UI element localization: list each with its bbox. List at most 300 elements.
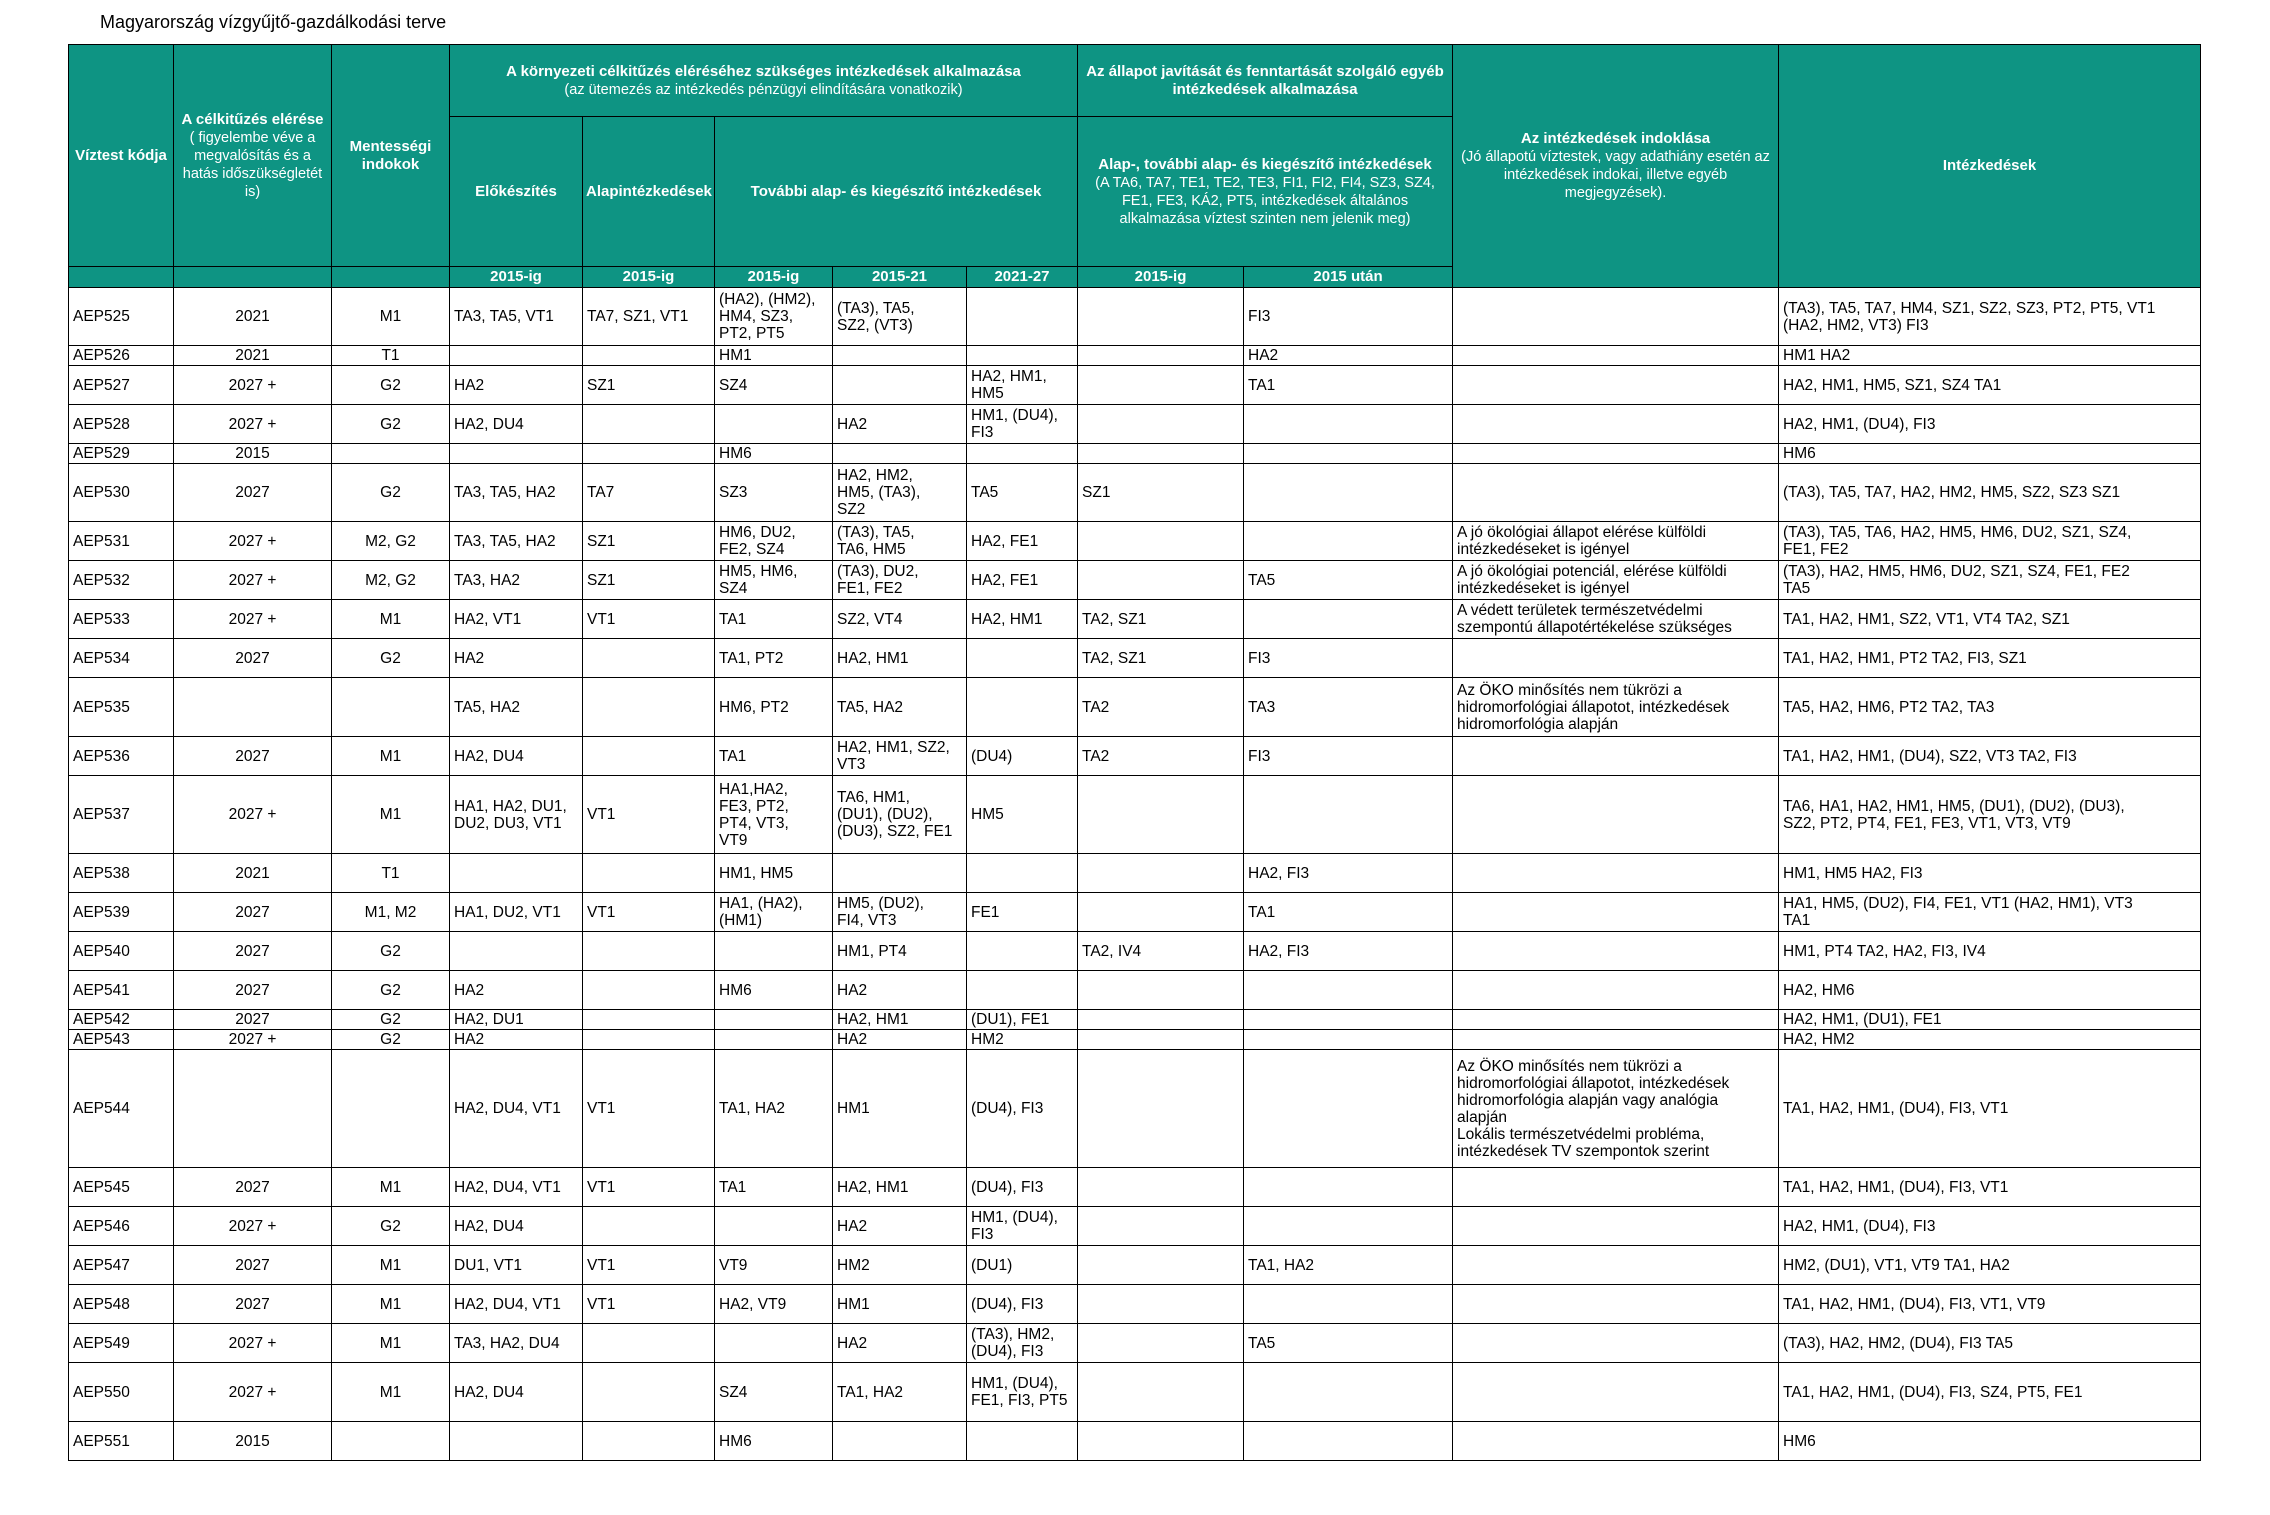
cell-code: AEP533 — [69, 600, 174, 639]
table-row — [69, 1207, 2201, 1246]
cell-further-2015-21: TA1, HA2 — [833, 1363, 967, 1422]
cell-other-2015: TA2, SZ1 — [1078, 639, 1244, 678]
cell-prep: HA2, DU4 — [450, 737, 583, 776]
cell-justification — [1453, 405, 1779, 444]
cell-measures: TA1, HA2, HM1, PT2 TA2, FI3, SZ1 — [1779, 639, 2201, 678]
other-measures-group-header: Az állapot javítását és fenntartását szolgáló egyéb intézkedések alkalmazása — [1078, 45, 1453, 117]
cell-further-2015-21: HA2, HM1 — [833, 1010, 967, 1030]
cell-code: AEP534 — [69, 639, 174, 678]
cell-target: 2027 + — [174, 522, 332, 561]
cell-justification — [1453, 639, 1779, 678]
cell-target: 2027 — [174, 971, 332, 1010]
cell-basic: TA7, SZ1, VT1 — [583, 288, 715, 346]
col-target-header — [174, 45, 332, 267]
cell-justification — [1453, 776, 1779, 854]
table-row — [69, 366, 2201, 405]
cell-further-2021-27 — [967, 346, 1078, 366]
cell-basic: VT1 — [583, 893, 715, 932]
cell-code: AEP546 — [69, 1207, 174, 1246]
cell-target: 2027 — [174, 464, 332, 522]
cell-basic — [583, 737, 715, 776]
cell-basic: TA7 — [583, 464, 715, 522]
cell-measures: TA1, HA2, HM1, (DU4), FI3, VT1 — [1779, 1050, 2201, 1168]
cell-further-2015-21: HA2 — [833, 1207, 967, 1246]
cell-justification — [1453, 971, 1779, 1010]
cell-target: 2027 + — [174, 366, 332, 405]
cell-further-2015-21: (TA3), TA5, SZ2, (VT3) — [833, 288, 967, 346]
cell-target: 2027 — [174, 1168, 332, 1207]
cell-further-2015-21: (TA3), DU2, FE1, FE2 — [833, 561, 967, 600]
cell-further-2015-21 — [833, 444, 967, 464]
cell-code: AEP540 — [69, 932, 174, 971]
cell-exemption: M1 — [332, 1285, 450, 1324]
cell-other-after-2015 — [1244, 444, 1453, 464]
cell-other-after-2015: TA5 — [1244, 561, 1453, 600]
col-basic-header: Alapintézkedések — [583, 117, 715, 267]
cell-target — [174, 1050, 332, 1168]
cell-further-2015: HM6 — [715, 444, 833, 464]
table-row — [69, 600, 2201, 639]
cell-further-2015 — [715, 1010, 833, 1030]
cell-exemption: G2 — [332, 971, 450, 1010]
table-row — [69, 346, 2201, 366]
cell-further-2015-21: HM1 — [833, 1050, 967, 1168]
cell-justification — [1453, 1422, 1779, 1461]
cell-justification — [1453, 737, 1779, 776]
cell-other-2015 — [1078, 346, 1244, 366]
cell-further-2021-27 — [967, 444, 1078, 464]
cell-basic — [583, 1207, 715, 1246]
cell-exemption — [332, 444, 450, 464]
cell-justification: A jó ökológiai állapot elérése külföldi intézkedéseket is igényel — [1453, 522, 1779, 561]
table-row — [69, 854, 2201, 893]
cell-further-2021-27: HA2, FE1 — [967, 522, 1078, 561]
other-sub-title: Alap-, további alap- és kiegészítő intézkedések — [1098, 155, 1432, 173]
cell-prep: HA2, DU4, VT1 — [450, 1285, 583, 1324]
cell-basic — [583, 1030, 715, 1050]
cell-further-2021-27: (DU4), FI3 — [967, 1168, 1078, 1207]
cell-prep: HA2 — [450, 639, 583, 678]
cell-further-2021-27: HM5 — [967, 776, 1078, 854]
cell-other-after-2015: HA2, FI3 — [1244, 932, 1453, 971]
cell-prep — [450, 1422, 583, 1461]
col-measures-header: Intézkedések — [1779, 45, 2201, 288]
cell-exemption: G2 — [332, 1010, 450, 1030]
cell-justification — [1453, 1246, 1779, 1285]
cell-justification — [1453, 288, 1779, 346]
cell-other-after-2015 — [1244, 1050, 1453, 1168]
cell-code: AEP548 — [69, 1285, 174, 1324]
cell-other-after-2015 — [1244, 971, 1453, 1010]
cell-measures: TA1, HA2, HM1, (DU4), SZ2, VT3 TA2, FI3 — [1779, 737, 2201, 776]
cell-other-after-2015 — [1244, 464, 1453, 522]
cell-exemption: G2 — [332, 366, 450, 405]
cell-measures: HA2, HM2 — [1779, 1030, 2201, 1050]
cell-other-after-2015 — [1244, 1285, 1453, 1324]
cell-further-2015-21 — [833, 1422, 967, 1461]
table-row — [69, 932, 2201, 971]
cell-exemption: M1 — [332, 1324, 450, 1363]
cell-other-2015: SZ1 — [1078, 464, 1244, 522]
cell-other-after-2015: FI3 — [1244, 639, 1453, 678]
cell-further-2015: HM6, DU2, FE2, SZ4 — [715, 522, 833, 561]
table-row — [69, 1422, 2201, 1461]
cell-further-2015 — [715, 405, 833, 444]
table-row — [69, 639, 2201, 678]
cell-basic: VT1 — [583, 776, 715, 854]
table-row — [69, 893, 2201, 932]
cell-basic — [583, 932, 715, 971]
cell-further-2015-21: (TA3), TA5, TA6, HM5 — [833, 522, 967, 561]
cell-exemption: G2 — [332, 405, 450, 444]
cell-prep: HA2, DU4 — [450, 405, 583, 444]
cell-measures: HA2, HM1, (DU4), FI3 — [1779, 1207, 2201, 1246]
cell-target: 2027 — [174, 1246, 332, 1285]
cell-prep: TA3, TA5, HA2 — [450, 522, 583, 561]
cell-measures: HM1, PT4 TA2, HA2, FI3, IV4 — [1779, 932, 2201, 971]
cell-other-2015: TA2 — [1078, 737, 1244, 776]
cell-other-2015: TA2 — [1078, 678, 1244, 737]
cell-other-after-2015: TA1, HA2 — [1244, 1246, 1453, 1285]
cell-other-after-2015 — [1244, 522, 1453, 561]
cell-prep: TA5, HA2 — [450, 678, 583, 737]
col-further-header: További alap- és kiegészítő intézkedések — [715, 117, 1078, 267]
cell-justification — [1453, 444, 1779, 464]
cell-other-after-2015: TA1 — [1244, 893, 1453, 932]
cell-target: 2027 — [174, 737, 332, 776]
cell-further-2021-27: (TA3), HM2, (DU4), FI3 — [967, 1324, 1078, 1363]
cell-further-2021-27: FE1 — [967, 893, 1078, 932]
cell-further-2021-27: (DU4) — [967, 737, 1078, 776]
cell-further-2015 — [715, 1324, 833, 1363]
cell-justification — [1453, 1030, 1779, 1050]
cell-further-2015: HM6, PT2 — [715, 678, 833, 737]
year-basic-2015: 2015-ig — [583, 267, 715, 288]
cell-code: AEP528 — [69, 405, 174, 444]
cell-justification: A jó ökológiai potenciál, elérése külföldi intézkedéseket is igényel — [1453, 561, 1779, 600]
cell-other-after-2015 — [1244, 600, 1453, 639]
cell-measures: (TA3), TA5, TA6, HA2, HM5, HM6, DU2, SZ1, SZ4, FE1, FE2 — [1779, 522, 2201, 561]
year-further-2021-27: 2021-27 — [967, 267, 1078, 288]
cell-basic — [583, 346, 715, 366]
cell-measures: HM1 HA2 — [1779, 346, 2201, 366]
cell-basic: VT1 — [583, 1050, 715, 1168]
cell-other-2015: TA2, SZ1 — [1078, 600, 1244, 639]
cell-other-2015 — [1078, 854, 1244, 893]
cell-other-2015 — [1078, 1363, 1244, 1422]
cell-code: AEP531 — [69, 522, 174, 561]
cell-target — [174, 678, 332, 737]
cell-exemption: G2 — [332, 464, 450, 522]
cell-measures: (TA3), TA5, TA7, HM4, SZ1, SZ2, SZ3, PT2, PT5, VT1 (HA2, HM2, VT3) FI3 — [1779, 288, 2201, 346]
cell-further-2015: HA1,HA2, FE3, PT2, PT4, VT3, VT9 — [715, 776, 833, 854]
cell-measures: HA2, HM6 — [1779, 971, 2201, 1010]
cell-other-2015 — [1078, 288, 1244, 346]
cell-target: 2021 — [174, 288, 332, 346]
cell-justification — [1453, 366, 1779, 405]
cell-basic — [583, 444, 715, 464]
cell-further-2015: HM6 — [715, 971, 833, 1010]
cell-further-2021-27: HA2, FE1 — [967, 561, 1078, 600]
cell-code: AEP537 — [69, 776, 174, 854]
cell-other-2015 — [1078, 444, 1244, 464]
cell-measures: HA2, HM1, (DU4), FI3 — [1779, 405, 2201, 444]
env-group-title: A környezeti célkitűzés eléréséhez szükséges intézkedések alkalmazása — [506, 62, 1021, 80]
cell-other-after-2015 — [1244, 1422, 1453, 1461]
cell-exemption: T1 — [332, 346, 450, 366]
cell-prep — [450, 444, 583, 464]
table-body — [69, 288, 2201, 1461]
cell-basic — [583, 1422, 715, 1461]
year-further-2015: 2015-ig — [715, 267, 833, 288]
cell-prep: TA3, TA5, HA2 — [450, 464, 583, 522]
cell-basic — [583, 639, 715, 678]
justification-subtitle: (Jó állapotú víztestek, vagy adathiány esetén az intézkedések indokai, illetve egyéb megjegyzések). — [1461, 149, 1770, 201]
cell-prep: HA2, DU4 — [450, 1207, 583, 1246]
table-row — [69, 405, 2201, 444]
cell-further-2015: SZ3 — [715, 464, 833, 522]
cell-basic: VT1 — [583, 1285, 715, 1324]
cell-further-2015-21: HA2 — [833, 405, 967, 444]
cell-target: 2027 + — [174, 1363, 332, 1422]
cell-code: AEP550 — [69, 1363, 174, 1422]
year-other-after-2015: 2015 után — [1244, 267, 1453, 288]
cell-other-after-2015 — [1244, 1363, 1453, 1422]
cell-further-2015-21: TA5, HA2 — [833, 678, 967, 737]
env-group-subtitle: (az ütemezés az intézkedés pénzügyi elindítására vonatkozik) — [564, 81, 963, 98]
cell-further-2015: HM6 — [715, 1422, 833, 1461]
cell-other-2015: TA2, IV4 — [1078, 932, 1244, 971]
cell-target: 2021 — [174, 854, 332, 893]
cell-measures: HA2, HM1, HM5, SZ1, SZ4 TA1 — [1779, 366, 2201, 405]
table-row — [69, 288, 2201, 346]
year-other-2015: 2015-ig — [1078, 267, 1244, 288]
cell-further-2015-21 — [833, 346, 967, 366]
cell-exemption: M1 — [332, 737, 450, 776]
cell-prep: TA3, TA5, VT1 — [450, 288, 583, 346]
table-row — [69, 1030, 2201, 1050]
cell-code: AEP544 — [69, 1050, 174, 1168]
table-row — [69, 1324, 2201, 1363]
cell-justification — [1453, 346, 1779, 366]
cell-further-2015-21: HM5, (DU2), FI4, VT3 — [833, 893, 967, 932]
cell-further-2015 — [715, 1030, 833, 1050]
table-row — [69, 971, 2201, 1010]
cell-other-2015 — [1078, 1010, 1244, 1030]
cell-exemption: G2 — [332, 639, 450, 678]
cell-other-after-2015: HA2, FI3 — [1244, 854, 1453, 893]
cell-prep: TA3, HA2, DU4 — [450, 1324, 583, 1363]
cell-target: 2027 + — [174, 776, 332, 854]
cell-further-2015: HA2, VT9 — [715, 1285, 833, 1324]
cell-further-2021-27: (DU1) — [967, 1246, 1078, 1285]
cell-target: 2027 — [174, 893, 332, 932]
cell-further-2015-21: HA2, HM1 — [833, 1168, 967, 1207]
cell-measures: TA5, HA2, HM6, PT2 TA2, TA3 — [1779, 678, 2201, 737]
cell-further-2015: TA1 — [715, 737, 833, 776]
cell-target: 2027 — [174, 1285, 332, 1324]
cell-other-after-2015: TA3 — [1244, 678, 1453, 737]
table-row — [69, 522, 2201, 561]
cell-further-2015-21: HA2 — [833, 1030, 967, 1050]
cell-other-2015 — [1078, 971, 1244, 1010]
cell-other-2015 — [1078, 1168, 1244, 1207]
cell-justification — [1453, 1363, 1779, 1422]
col-target-subtitle: ( figyelembe véve a megvalósítás és a hatás időszükségletét is) — [182, 129, 323, 200]
cell-further-2021-27: (DU4), FI3 — [967, 1285, 1078, 1324]
cell-target: 2027 + — [174, 561, 332, 600]
cell-other-2015 — [1078, 1030, 1244, 1050]
cell-basic: SZ1 — [583, 522, 715, 561]
cell-basic: VT1 — [583, 600, 715, 639]
cell-target: 2027 — [174, 639, 332, 678]
table-row — [69, 737, 2201, 776]
col-target-title: A célkitűzés elérése — [181, 110, 324, 128]
cell-justification — [1453, 1324, 1779, 1363]
table-row — [69, 1363, 2201, 1422]
cell-further-2015: HM5, HM6, SZ4 — [715, 561, 833, 600]
cell-target: 2027 — [174, 1010, 332, 1030]
cell-exemption — [332, 1422, 450, 1461]
cell-exemption: G2 — [332, 932, 450, 971]
year-further-2015-21: 2015-21 — [833, 267, 967, 288]
cell-code: AEP541 — [69, 971, 174, 1010]
cell-other-after-2015: TA1 — [1244, 366, 1453, 405]
cell-code: AEP532 — [69, 561, 174, 600]
cell-basic — [583, 1324, 715, 1363]
cell-further-2021-27 — [967, 639, 1078, 678]
cell-justification — [1453, 854, 1779, 893]
cell-further-2021-27: HM1, (DU4), FE1, FI3, PT5 — [967, 1363, 1078, 1422]
col-code-header: Víztest kódja — [69, 45, 174, 267]
cell-further-2015: SZ4 — [715, 1363, 833, 1422]
cell-measures: HM6 — [1779, 1422, 2201, 1461]
measures-table — [68, 44, 2201, 1461]
cell-further-2021-27 — [967, 971, 1078, 1010]
cell-other-after-2015 — [1244, 776, 1453, 854]
cell-code: AEP536 — [69, 737, 174, 776]
table-row — [69, 444, 2201, 464]
cell-basic — [583, 1010, 715, 1030]
cell-other-after-2015 — [1244, 1207, 1453, 1246]
cell-basic: VT1 — [583, 1246, 715, 1285]
cell-further-2021-27: HM2 — [967, 1030, 1078, 1050]
cell-prep: HA2, DU4, VT1 — [450, 1168, 583, 1207]
cell-measures: HA1, HM5, (DU2), FI4, FE1, VT1 (HA2, HM1), VT3 TA1 — [1779, 893, 2201, 932]
cell-exemption: M1 — [332, 1363, 450, 1422]
cell-further-2015-21: HM2 — [833, 1246, 967, 1285]
cell-justification: A védett területek természetvédelmi szempontú állapotértékelése szükséges — [1453, 600, 1779, 639]
document-title: Magyarország vízgyűjtő-gazdálkodási terve — [100, 12, 447, 32]
cell-other-2015 — [1078, 1050, 1244, 1168]
cell-other-after-2015: FI3 — [1244, 288, 1453, 346]
cell-further-2015: TA1 — [715, 1168, 833, 1207]
table-row — [69, 1050, 2201, 1168]
col-exemption-header: Mentességi indokok — [332, 45, 450, 267]
table-row — [69, 776, 2201, 854]
cell-target: 2027 — [174, 932, 332, 971]
cell-exemption: M1 — [332, 1246, 450, 1285]
cell-further-2015: HA1, (HA2), (HM1) — [715, 893, 833, 932]
cell-exemption: G2 — [332, 1030, 450, 1050]
table-row — [69, 464, 2201, 522]
cell-further-2015: (HA2), (HM2), HM4, SZ3, PT2, PT5 — [715, 288, 833, 346]
cell-measures: TA1, HA2, HM1, SZ2, VT1, VT4 TA2, SZ1 — [1779, 600, 2201, 639]
cell-prep — [450, 932, 583, 971]
cell-measures: HM1, HM5 HA2, FI3 — [1779, 854, 2201, 893]
cell-basic: SZ1 — [583, 561, 715, 600]
cell-code: AEP545 — [69, 1168, 174, 1207]
cell-further-2015-21: HA2 — [833, 1324, 967, 1363]
col-prep-header: Előkészítés — [450, 117, 583, 267]
cell-further-2015-21: HA2, HM2, HM5, (TA3), SZ2 — [833, 464, 967, 522]
cell-other-2015 — [1078, 405, 1244, 444]
cell-further-2015-21: HA2, HM1, SZ2, VT3 — [833, 737, 967, 776]
cell-exemption: M1, M2 — [332, 893, 450, 932]
table-row — [69, 1285, 2201, 1324]
col-other-sub-header — [1078, 117, 1453, 267]
cell-target: 2015 — [174, 444, 332, 464]
cell-exemption: M1 — [332, 288, 450, 346]
env-measures-group-header — [450, 45, 1078, 117]
cell-other-after-2015 — [1244, 405, 1453, 444]
cell-other-after-2015 — [1244, 1030, 1453, 1050]
cell-code: AEP547 — [69, 1246, 174, 1285]
table-header — [69, 45, 2201, 288]
cell-justification — [1453, 1207, 1779, 1246]
cell-further-2021-27: TA5 — [967, 464, 1078, 522]
cell-further-2015 — [715, 1207, 833, 1246]
cell-prep: HA1, DU2, VT1 — [450, 893, 583, 932]
cell-code: AEP535 — [69, 678, 174, 737]
cell-target: 2027 + — [174, 600, 332, 639]
cell-further-2015 — [715, 932, 833, 971]
cell-further-2021-27: HM1, (DU4), FI3 — [967, 1207, 1078, 1246]
cell-further-2021-27 — [967, 288, 1078, 346]
cell-further-2015-21: SZ2, VT4 — [833, 600, 967, 639]
cell-further-2015: TA1 — [715, 600, 833, 639]
cell-target: 2027 + — [174, 405, 332, 444]
cell-other-2015 — [1078, 1207, 1244, 1246]
cell-code: AEP549 — [69, 1324, 174, 1363]
cell-prep: HA2, DU4 — [450, 1363, 583, 1422]
cell-measures: HM2, (DU1), VT1, VT9 TA1, HA2 — [1779, 1246, 2201, 1285]
cell-justification — [1453, 1010, 1779, 1030]
cell-further-2021-27: HA2, HM1 — [967, 600, 1078, 639]
table-row — [69, 1010, 2201, 1030]
cell-measures: TA1, HA2, HM1, (DU4), FI3, VT1 — [1779, 1168, 2201, 1207]
cell-measures: HM6 — [1779, 444, 2201, 464]
cell-further-2015-21: HM1, PT4 — [833, 932, 967, 971]
cell-measures: (TA3), HA2, HM2, (DU4), FI3 TA5 — [1779, 1324, 2201, 1363]
cell-prep: HA2, VT1 — [450, 600, 583, 639]
cell-justification — [1453, 1285, 1779, 1324]
cell-further-2015: VT9 — [715, 1246, 833, 1285]
cell-prep: HA2 — [450, 366, 583, 405]
cell-target: 2027 + — [174, 1030, 332, 1050]
year-prep-2015: 2015-ig — [450, 267, 583, 288]
cell-basic — [583, 1363, 715, 1422]
cell-prep: HA2, DU4, VT1 — [450, 1050, 583, 1168]
justification-title: Az intézkedések indoklása — [1520, 130, 1711, 147]
cell-prep: DU1, VT1 — [450, 1246, 583, 1285]
cell-prep: HA2 — [450, 1030, 583, 1050]
table-row — [69, 1246, 2201, 1285]
cell-exemption: M2, G2 — [332, 561, 450, 600]
cell-exemption: T1 — [332, 854, 450, 893]
cell-measures: HA2, HM1, (DU1), FE1 — [1779, 1010, 2201, 1030]
cell-prep — [450, 854, 583, 893]
